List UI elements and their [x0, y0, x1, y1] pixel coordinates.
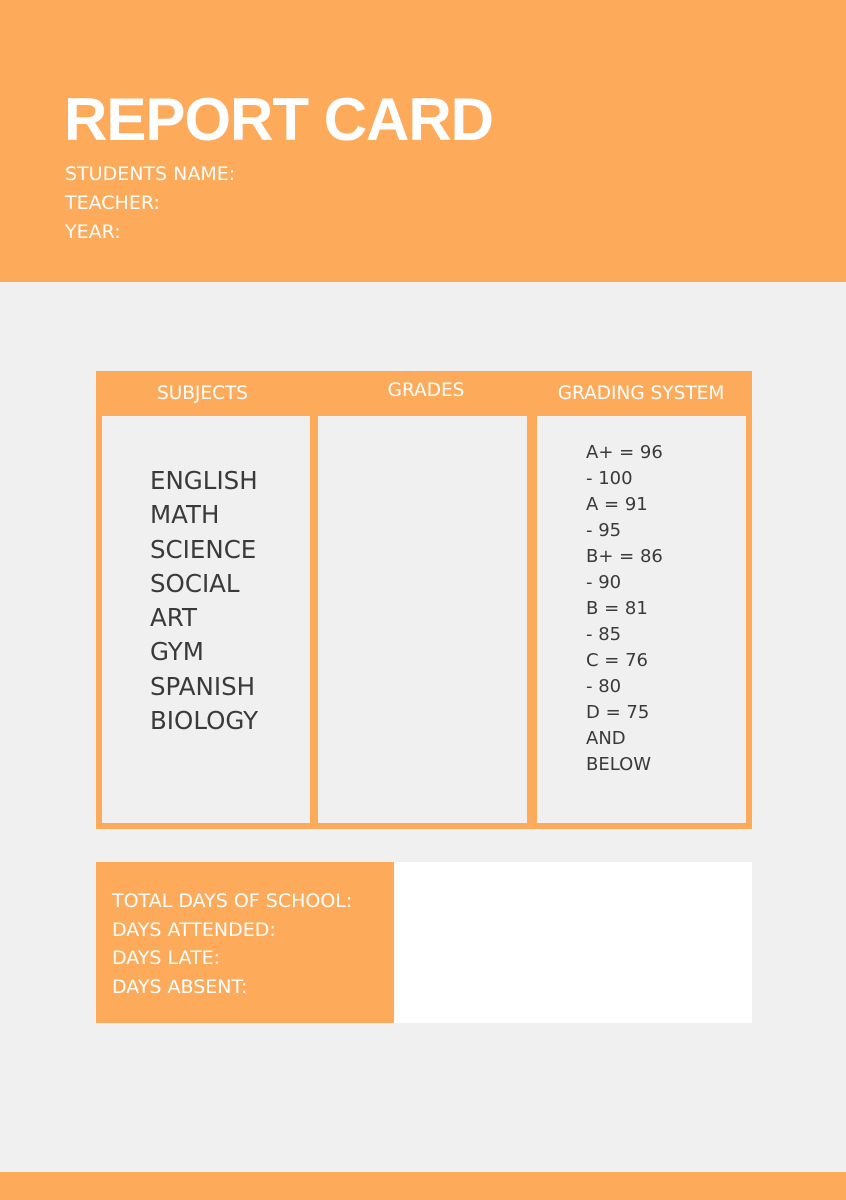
grading-line: B = 81 [586, 598, 648, 619]
year-field: YEAR: [65, 221, 121, 243]
attendance-values-box[interactable] [394, 862, 752, 1023]
grades-header: GRADES [387, 379, 465, 401]
attendance-labels-box [96, 862, 394, 1023]
grading-line: D = 75 [586, 702, 650, 723]
subject-item: SPANISH [150, 671, 256, 701]
grading-line: A+ = 96 [586, 442, 663, 463]
days-absent-label: DAYS ABSENT: [112, 975, 248, 998]
grading-line: - 80 [586, 676, 622, 697]
subjects-list [150, 464, 258, 738]
grading-line: - 90 [586, 572, 622, 593]
grading-system-column [537, 416, 746, 823]
student-name-field: STUDENTS NAME: [65, 163, 236, 185]
grading-line: AND [586, 728, 626, 749]
grading-line: BELOW [586, 754, 652, 775]
attendance-labels [112, 887, 352, 1001]
subjects-header: SUBJECTS [156, 382, 249, 404]
subject-item: GYM [150, 637, 204, 667]
subject-item: SCIENCE [150, 534, 257, 564]
subject-item: MATH [150, 500, 220, 530]
grading-line: B+ = 86 [586, 546, 663, 567]
subject-item: SOCIAL [150, 568, 240, 598]
grading-system-header: GRADING SYSTEM [557, 382, 725, 404]
student-info [65, 160, 235, 247]
subject-item: BIOLOGY [150, 706, 259, 736]
days-attended-label: DAYS ATTENDED: [112, 918, 276, 941]
days-late-label: DAYS LATE: [112, 947, 221, 969]
footer-bar [0, 1172, 846, 1200]
grades-column[interactable] [318, 416, 527, 823]
grading-line: - 85 [586, 624, 622, 645]
subject-item: ART [150, 603, 197, 633]
subject-item: ENGLISH [150, 466, 258, 495]
grading-line: - 95 [586, 520, 622, 541]
grading-line: C = 76 [586, 650, 648, 671]
grading-line: A = 91 [586, 494, 648, 515]
grades-table [96, 371, 752, 829]
page-title: REPORT CARD [64, 86, 494, 153]
total-days-label: TOTAL DAYS OF SCHOOL: [112, 890, 353, 912]
subjects-column [102, 416, 310, 823]
header-banner [0, 0, 846, 282]
grading-line: - 100 [586, 468, 633, 489]
grading-system-list [586, 440, 663, 778]
teacher-field: TEACHER: [65, 192, 160, 214]
